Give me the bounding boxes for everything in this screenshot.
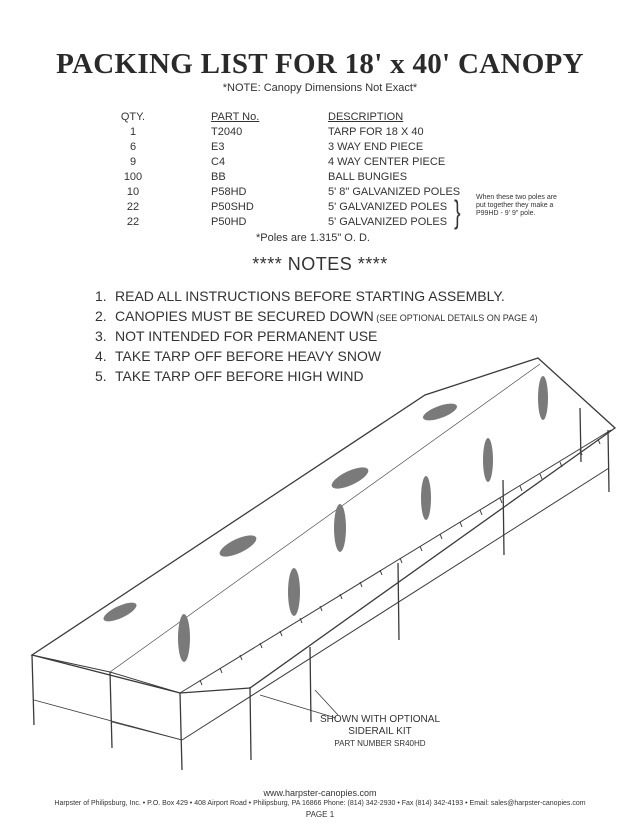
description-cell: TARP FOR 18 X 40 bbox=[328, 125, 424, 138]
table-row bbox=[114, 124, 488, 139]
canopy-frame bbox=[32, 358, 615, 770]
callout-part-number: PART NUMBER SR40HD bbox=[334, 739, 426, 748]
table-header-row bbox=[114, 109, 488, 124]
qty-cell: 100 bbox=[123, 170, 143, 183]
header-description: DESCRIPTION bbox=[328, 110, 404, 123]
description-cell: 5' 8" GALVANIZED POLES bbox=[328, 185, 461, 198]
list-item: 1. READ ALL INSTRUCTIONS BEFORE STARTING ASSEMBLY. bbox=[95, 288, 505, 304]
packing-list-table bbox=[114, 109, 488, 229]
qty-cell: 1 bbox=[129, 125, 137, 138]
part-cell: P50HD bbox=[211, 215, 247, 228]
callout-line-1: SHOWN WITH OPTIONAL bbox=[320, 714, 440, 725]
qty-cell: 6 bbox=[129, 140, 137, 153]
header-qty: QTY. bbox=[120, 110, 146, 123]
table-row bbox=[114, 154, 488, 169]
description-cell: BALL BUNGIES bbox=[328, 170, 408, 183]
callout-line-2: SIDERAIL KIT bbox=[348, 726, 412, 737]
part-cell: C4 bbox=[211, 155, 226, 168]
qty-cell: 9 bbox=[129, 155, 137, 168]
qty-cell: 10 bbox=[126, 185, 140, 198]
tarp-shading bbox=[101, 376, 548, 662]
table-row bbox=[114, 199, 488, 214]
part-cell: T2040 bbox=[211, 125, 243, 138]
table-row bbox=[114, 184, 488, 199]
part-cell: P58HD bbox=[211, 185, 247, 198]
notes-heading: **** NOTES **** bbox=[252, 254, 388, 274]
part-cell: E3 bbox=[211, 140, 225, 153]
qty-cell: 22 bbox=[126, 200, 140, 213]
table-row bbox=[114, 139, 488, 154]
table-row bbox=[114, 214, 488, 229]
page-title: PACKING LIST FOR 18' x 40' CANOPY bbox=[56, 48, 584, 80]
header-part: PART No. bbox=[211, 110, 260, 123]
table-row bbox=[114, 169, 488, 184]
list-item: 3. NOT INTENDED FOR PERMANENT USE bbox=[95, 328, 378, 344]
part-cell: BB bbox=[211, 170, 226, 183]
list-item: 5. TAKE TARP OFF BEFORE HIGH WIND bbox=[95, 368, 364, 384]
footer-website: www.harpster-canopies.com bbox=[263, 788, 377, 798]
qty-cell: 22 bbox=[126, 215, 140, 228]
canopy-illustration bbox=[20, 350, 620, 775]
brace-icon: } bbox=[454, 194, 461, 230]
pole-combination-note: When these two poles are put together they make a P99HD - 9' 9" pole. bbox=[476, 194, 557, 217]
part-cell: P50SHD bbox=[211, 200, 254, 213]
siderail-callout bbox=[320, 714, 440, 750]
footer-address: Harpster of Philipsburg, Inc. • P.O. Box 429 • 408 Airport Road • Philipsburg, PA 16866 Phone: (814) 342-2930 • Fax (814) 342-4193 • Email: sales@harpster-canopies.com bbox=[54, 800, 586, 807]
list-item: 2. CANOPIES MUST BE SECURED DOWN (SEE OPTIONAL DETAILS ON PAGE 4) bbox=[95, 308, 538, 324]
description-cell: 5' GALVANIZED POLES bbox=[328, 200, 448, 213]
poles-diameter-note: *Poles are 1.315" O. D. bbox=[256, 232, 370, 244]
description-cell: 5' GALVANIZED POLES bbox=[328, 215, 448, 228]
page-number: PAGE 1 bbox=[305, 810, 335, 819]
description-cell: 4 WAY CENTER PIECE bbox=[328, 155, 446, 168]
list-item: 4. TAKE TARP OFF BEFORE HEAVY SNOW bbox=[95, 348, 382, 364]
dimensions-note: *NOTE: Canopy Dimensions Not Exact* bbox=[222, 82, 418, 94]
description-cell: 3 WAY END PIECE bbox=[328, 140, 424, 153]
bungee-ticks bbox=[200, 439, 600, 685]
